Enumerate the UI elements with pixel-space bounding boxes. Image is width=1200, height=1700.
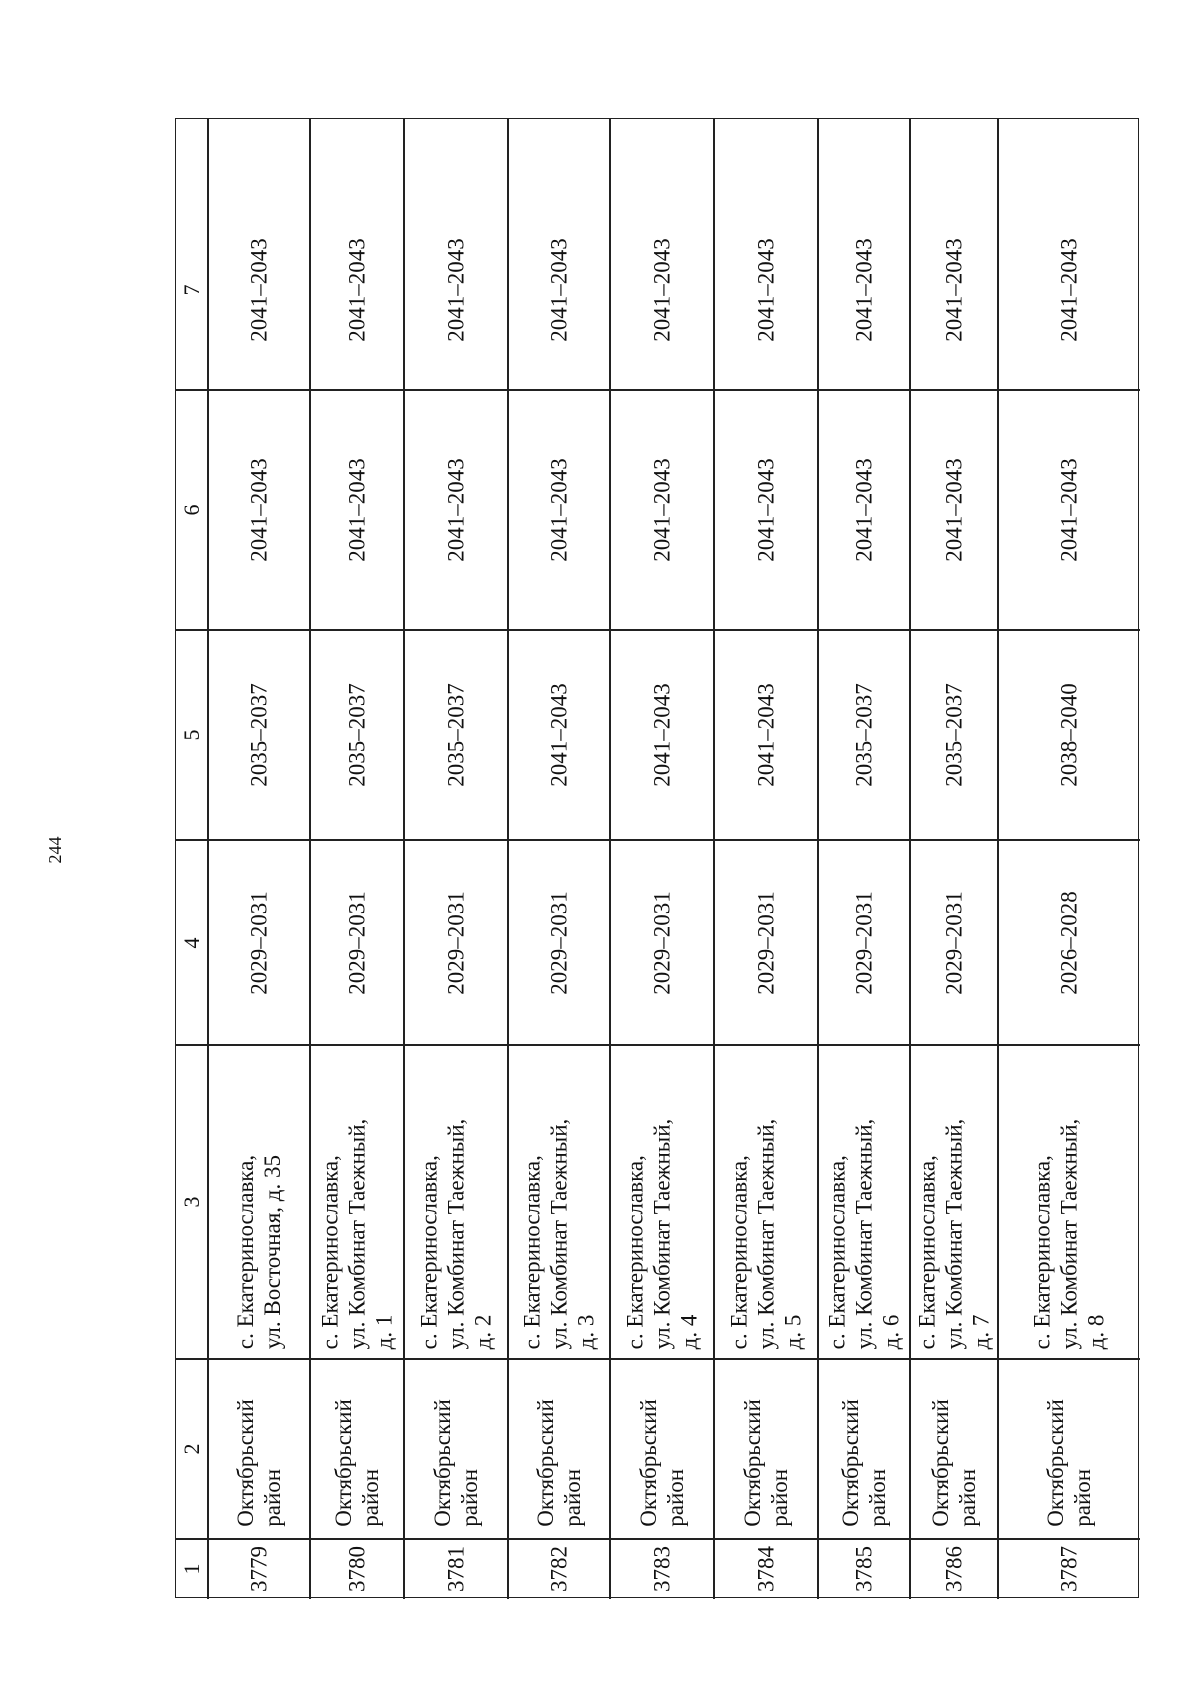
column-divider [176,389,1140,390]
cell-period-col6: 2041–2043 [546,458,572,562]
column-divider [176,1358,1140,1359]
column-divider [176,1044,1140,1045]
cell-district [330,1399,384,1527]
cell-period-col6: 2041–2043 [753,458,779,562]
row-divider [909,119,910,1599]
cell-period-col4: 2029–2031 [851,890,877,995]
row-divider [997,119,998,1599]
address-line: д. 3 [573,1314,599,1349]
address-line: с. Екатеринославка, [317,1154,343,1349]
cell-district [635,1399,689,1527]
cell-period-col5: 2038–2040 [1056,683,1082,787]
page-number: 244 [45,836,65,864]
row-divider [713,119,714,1599]
cell-district [429,1399,483,1527]
cell-district [927,1399,981,1527]
district-line: район [457,1468,482,1527]
cell-period-col4: 2026–2028 [1056,890,1082,995]
address-line: д. 6 [878,1314,904,1349]
cell-period-col7: 2041–2043 [546,237,572,342]
column-header-6: 6 [179,504,205,516]
address-line: д. 2 [470,1314,496,1349]
cell-address [1028,1118,1109,1349]
cell-period-col6: 2041–2043 [851,458,877,562]
cell-row-number: 3787 [1056,1546,1082,1592]
cell-period-col5: 2035–2037 [246,683,272,787]
cell-period-col4: 2029–2031 [546,890,572,995]
cell-period-col6: 2041–2043 [649,458,675,562]
address-line: ул. Комбинат Таежный, [1056,1118,1082,1349]
cell-period-col6: 2041–2043 [443,458,469,562]
district-line: Октябрьский [837,1399,863,1527]
cell-district [739,1399,793,1527]
address-line: ул. Комбинат Таежный, [851,1118,877,1349]
district-line: Октябрьский [232,1399,258,1527]
address-line: ул. Комбинат Таежный, [753,1118,779,1349]
cell-period-col7: 2041–2043 [851,237,877,342]
cell-period-col7: 2041–2043 [246,237,272,342]
district-line: Октябрьский [1042,1399,1068,1527]
column-header-3: 3 [179,1196,205,1208]
column-divider [176,629,1140,630]
address-line: ул. Комбинат Таежный, [546,1118,572,1349]
address-line: д. 8 [1083,1314,1109,1349]
district-line: Октябрьский [739,1399,765,1527]
district-line: район [663,1468,688,1527]
address-line: д. 1 [371,1314,397,1349]
address-line: с. Екатеринославка, [726,1154,752,1349]
address-line: с. Екатеринославка, [1029,1154,1055,1349]
address-line: д. 7 [968,1314,994,1349]
address-line: с. Екатеринославка, [232,1154,258,1350]
column-header-2: 2 [179,1443,205,1455]
cell-row-number: 3782 [546,1546,572,1592]
cell-row-number: 3780 [344,1546,370,1592]
row-divider [609,119,610,1599]
cell-address [415,1118,496,1349]
cell-period-col7: 2041–2043 [443,237,469,342]
column-header-1: 1 [179,1563,205,1575]
cell-period-col6: 2041–2043 [941,458,967,562]
district-line: Октябрьский [429,1399,455,1527]
cell-period-col4: 2029–2031 [443,890,469,995]
district-line: Октябрьский [330,1399,356,1527]
cell-period-col7: 2041–2043 [344,237,370,342]
district-line: район [260,1468,285,1527]
district-line: Октябрьский [532,1399,558,1527]
cell-row-number: 3786 [941,1546,967,1592]
cell-period-col7: 2041–2043 [1056,237,1082,342]
district-line: Октябрьский [635,1399,661,1527]
address-line: ул. Комбинат Таежный, [443,1118,469,1349]
cell-address [913,1118,994,1349]
district-line: район [767,1468,792,1527]
address-line: с. Екатеринославка, [519,1154,545,1349]
cell-address [316,1118,397,1349]
cell-period-col6: 2041–2043 [1056,458,1082,562]
cell-period-col6: 2041–2043 [344,458,370,562]
cell-row-number: 3784 [753,1546,779,1592]
cell-period-col7: 2041–2043 [941,237,967,342]
cell-period-col4: 2029–2031 [246,890,272,995]
cell-district [532,1399,586,1527]
district-line: Октябрьский [927,1399,953,1527]
district-line: район [955,1468,980,1527]
cell-address [725,1118,806,1349]
column-divider [176,839,1140,840]
district-line: район [1070,1468,1095,1527]
cell-period-col5: 2041–2043 [649,683,675,787]
cell-period-col7: 2041–2043 [649,237,675,342]
cell-period-col5: 2035–2037 [851,683,877,787]
cell-period-col5: 2041–2043 [753,683,779,787]
cell-period-col6: 2041–2043 [246,458,272,562]
address-line: ул. Комбинат Таежный, [941,1118,967,1349]
row-divider [309,119,310,1599]
address-line: с. Екатеринославка, [622,1154,648,1349]
cell-address [232,1155,286,1349]
cell-period-col5: 2041–2043 [546,683,572,787]
cell-period-col7: 2041–2043 [753,237,779,342]
column-header-5: 5 [179,729,205,741]
row-divider [207,119,208,1599]
cell-period-col4: 2029–2031 [649,890,675,995]
cell-address [823,1118,904,1349]
row-divider [817,119,818,1599]
cell-row-number: 3779 [246,1546,272,1592]
district-line: район [865,1468,890,1527]
column-header-4: 4 [179,937,205,948]
address-line: ул. Комбинат Таежный, [344,1118,370,1349]
cell-address [621,1118,702,1349]
data-table [175,118,1139,1598]
cell-period-col4: 2029–2031 [753,890,779,995]
cell-district [232,1399,286,1527]
address-line: с. Екатеринославка, [914,1154,940,1349]
address-line: ул. Восточная, д. 35 [260,1154,285,1350]
address-line: д. 5 [780,1314,806,1349]
cell-period-col5: 2035–2037 [443,683,469,787]
cell-row-number: 3785 [851,1546,877,1592]
cell-address [518,1118,599,1349]
cell-district [1042,1399,1096,1527]
address-line: с. Екатеринославка, [416,1154,442,1349]
district-line: район [358,1468,383,1527]
cell-period-col5: 2035–2037 [941,683,967,787]
cell-period-col4: 2029–2031 [344,890,370,995]
cell-period-col5: 2035–2037 [344,683,370,787]
cell-district [837,1399,891,1527]
cell-period-col4: 2029–2031 [941,890,967,995]
district-line: район [560,1468,585,1527]
row-divider [403,119,404,1599]
cell-row-number: 3783 [649,1546,675,1592]
row-divider [507,119,508,1599]
column-header-7: 7 [179,284,205,295]
address-line: ул. Комбинат Таежный, [649,1118,675,1349]
address-line: с. Екатеринославка, [824,1154,850,1349]
cell-row-number: 3781 [443,1546,469,1592]
column-divider [176,1538,1140,1539]
address-line: д. 4 [676,1314,702,1349]
